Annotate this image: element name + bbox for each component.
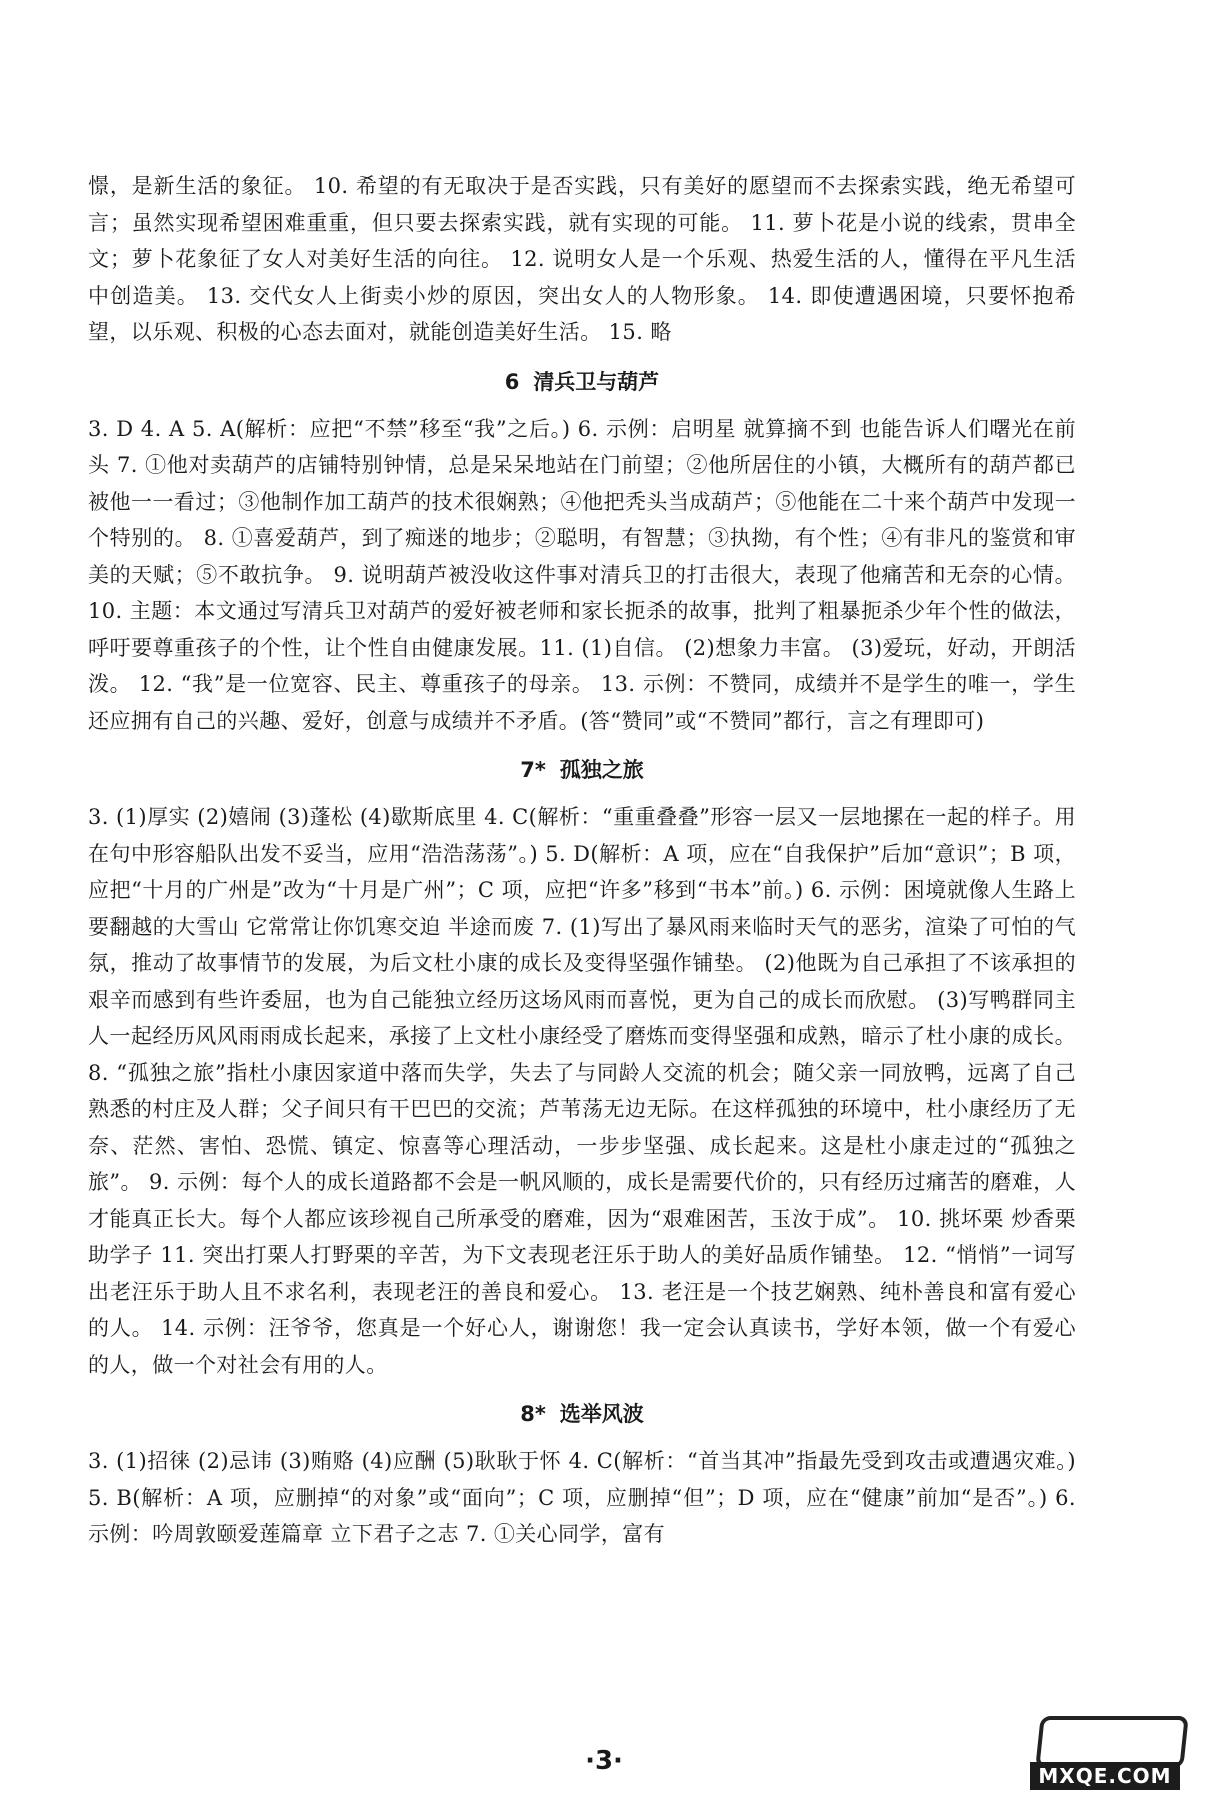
section-title: 清兵卫与葫芦 xyxy=(533,369,660,394)
watermark-logo xyxy=(1030,1716,1180,1790)
section-number: 8* xyxy=(520,1402,546,1426)
section-8-answers: 3. (1)招徕 (2)忌讳 (3)贿赂 (4)应酬 (5)耿耿于怀 4. C(解析：“首当其冲”指最先受到攻击或遭遇灾难。) 5. B(解析：A 项，应删掉“的对象”或“面向”；C 项，应删掉“但”；D 项，应在“健康”前加“是否”。) 6. 示例：吟周敦颐爱莲篇章 立下君子之志 7. ①关心同学，富有 xyxy=(88,1449,1076,1546)
section-6-answers: 3. D 4. A 5. A(解析：应把“不禁”移至“我”之后。) 6. 示例：启明星 就算摘不到 也能告诉人们曙光在前头 7. ①他对卖葫芦的店铺特别钟情，总是呆呆地站在门前望；②他所居住的小镇，大概所有的葫芦都已被他一一看过；③他制作加工葫芦的技术很娴熟；④他把秃头当成葫芦；⑤他能在二十来个葫芦中发现一个特别的。 8. ①喜爱葫芦，到了痴迷的地步；②聪明，有智慧；③执拗，有个性；④有非凡的鉴赏和审美的天赋；⑤不敢抗争。 9. 说明葫芦被没收这件事对清兵卫的打击很大，表现了他痛苦和无奈的心情。 10. 主题：本文通过写清兵卫对葫芦的爱好被老师和家长扼杀的故事，批判了粗暴扼杀少年个性的做法，呼吁要尊重孩子的个性，让个性自由健康发展。11. (1)自信。 (2)想象力丰富。 (3)爱玩，好动，开朗活泼。 12. “我”是一位宽容、民主、尊重孩子的母亲。 13. 示例：不赞同，成绩并不是学生的唯一，学生还应拥有自己的兴趣、爱好，创意与成绩并不矛盾。(答“赞同”或“不赞同”都行，言之有理即可) xyxy=(88,416,1076,733)
section-title: 选举风波 xyxy=(559,1402,644,1426)
section-heading-8 xyxy=(88,1395,1076,1433)
section-number: 6 xyxy=(504,369,520,394)
answer-content xyxy=(88,168,1076,1553)
section-heading-7 xyxy=(88,751,1076,789)
section-title: 孤独之旅 xyxy=(559,758,644,782)
section-heading-6 xyxy=(88,363,1076,401)
section-7-answers: 3. (1)厚实 (2)嬉闹 (3)蓬松 (4)歇斯底里 4. C(解析：“重重叠叠”形容一层又一层地摞在一起的样子。用在句中形容船队出发不妥当，应用“浩浩荡荡”。) 5. D(解析：A 项，应在“自我保护”后加“意识”；B 项，应把“十月的广州是”改为“十月是广州”；C 项，应把“许多”移到“书本”前。) 6. 示例：困境就像人生路上要翻越的大雪山 它常常让你饥寒交迫 半途而废 7. (1)写出了暴风雨来临时天气的恶劣，渲染了可怕的气氛，推动了故事情节的发展，为后文杜小康的成长及变得坚强作铺垫。 (2)他既为自己承担了不该承担的艰辛而感到有些许委屈，也为自己能独立经历这场风雨而喜悦，更为自己的成长而欣慰。 (3)写鸭群同主人一起经历风风雨雨成长起来，承接了上文杜小康经受了磨炼而变得坚强和成熟，暗示了杜小康的成长。 8. “孤独之旅”指杜小康因家道中落而失学，失去了与同龄人交流的机会；随父亲一同放鸭，远离了自己熟悉的村庄及人群；父子间只有干巴巴的交流；芦苇荡无边无际。在这样孤独的环境中，杜小康经历了无奈、茫然、害怕、恐慌、镇定、惊喜等心理活动，一步步坚强、成长起来。这是杜小康走过的“孤独之旅”。 9. 示例：每个人的成长道路都不会是一帆风顺的，成长是需要代价的，只有经历过痛苦的磨难，人才能真正长大。每个人都应该珍视自己所承受的磨难，因为“艰难困苦，玉汝于成”。 10. 挑坏栗 炒香栗 助学子 11. 突出打栗人打野栗的辛苦，为下文表现老汪乐于助人的美好品质作铺垫。 12. “悄悄”一词写出老汪乐于助人且不求名利，表现老汪的善良和爱心。 13. 老汪是一个技艺娴熟、纯朴善良和富有爱心的人。 14. 示例：汪爷爷，您真是一个好心人，谢谢您！我一定会认真读书，学好本领，做一个有爱心的人，做一个对社会有用的人。 xyxy=(88,805,1076,1377)
watermark-badge-icon xyxy=(1035,1716,1188,1768)
page-number: ·3· xyxy=(585,1746,623,1776)
section-number: 7* xyxy=(520,758,546,782)
watermark-site: MXQE.COM xyxy=(1030,1762,1180,1790)
section-5-continued-answers: 憬，是新生活的象征。 10. 希望的有无取决于是否实践，只有美好的愿望而不去探索实践，绝无希望可言；虽然实现希望困难重重，但只要去探索实践，就有实现的可能。 11. 萝卜花是小说的线索，贯串全文；萝卜花象征了女人对美好生活的向往。 12. 说明女人是一个乐观、热爱生活的人，懂得在平凡生活中创造美。 13. 交代女人上街卖小炒的原因，突出女人的人物形象。 14. 即使遭遇困境，只要怀抱希望，以乐观、积极的心态去面对，就能创造美好生活。 15. 略 xyxy=(88,174,1076,344)
